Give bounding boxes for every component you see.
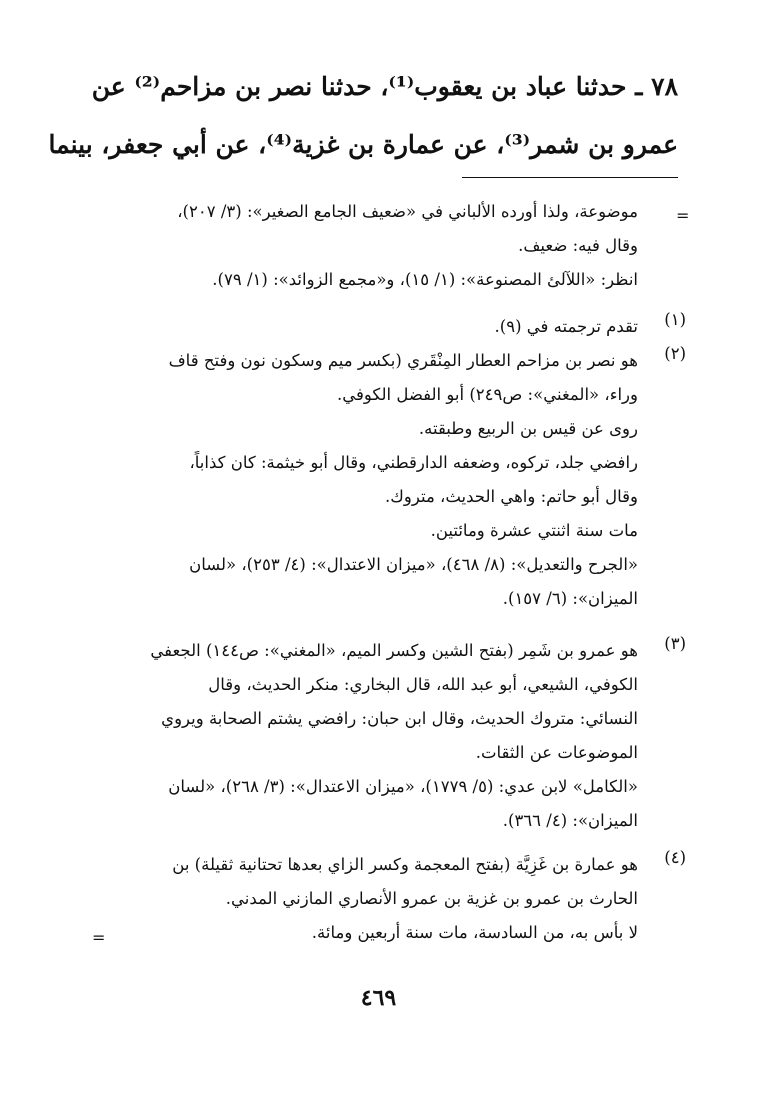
main-text-line: ٧٨ ـ حدثنا عباد بن يعقوب⁽¹⁾، حدثنا نصر بن مزاحم⁽²⁾ عن [91,72,678,101]
footnote-line: وقال فيه: ضعيف. [518,236,638,255]
footnote-line: هو نصر بن مزاحم العطار المِنْقَري (بكسر ميم وسكون نون وفتح قاف [168,351,638,370]
footnote-line: مات سنة اثنتي عشرة ومائتين. [430,521,638,540]
footnote-line: «الكامل» لابن عدي: (٥/ ١٧٧٩)، «ميزان الاعتدال»: (٣/ ٢٦٨)، «لسان [168,777,638,796]
footnote-line: النسائي: متروك الحديث، وقال ابن حبان: رافضي يشتم الصحابة ويروي [161,709,638,728]
page-number: ٤٦٩ [360,985,397,1011]
main-text-line: عمرو بن شمر⁽³⁾، عن عمارة بن غزية⁽⁴⁾، عن أبي جعفر، بينما [48,130,678,159]
footnote-number: (١) [664,310,686,329]
continuation-mark: = [92,928,106,947]
footnote-line: انظر: «اللآلئ المصنوعة»: (١/ ١٥)، و«مجمع الزوائد»: (١/ ٧٩). [212,270,638,289]
footnote-separator [462,177,678,178]
footnote-line: هو عمرو بن شَمِر (بفتح الشين وكسر الميم، «المغني»: ص١٤٤) الجعفي [150,641,638,660]
footnote-line: موضوعة، ولذا أورده الألباني في «ضعيف الجامع الصغير»: (٣/ ٢٠٧)، [177,202,638,221]
footnote-line: الكوفي، الشيعي، أبو عبد الله، قال البخاري: منكر الحديث، وقال [208,675,638,694]
footnote-line: وقال أبو حاتم: واهي الحديث، متروك. [385,487,638,506]
footnote-number: (٢) [664,344,686,363]
footnote-line: هو عمارة بن غَزِيَّة (بفتح المعجمة وكسر الزاي بعدها تحتانية ثقيلة) بن [172,855,638,874]
footnote-line: «الجرح والتعديل»: (٨/ ٤٦٨)، «ميزان الاعتدال»: (٤/ ٢٥٣)، «لسان [189,555,638,574]
footnote-number: (٣) [664,634,686,653]
footnote-line: الموضوعات عن الثقات. [475,743,638,762]
main-text [48,58,678,174]
footnote-line: رافضي جلد، تركوه، وضعفه الدارقطني، وقال أبو خيثمة: كان كذاباً، [189,453,638,472]
footnote-line: لا بأس به، من السادسة، مات سنة أربعين ومائة. [311,923,638,942]
footnote-number: (٤) [664,848,686,867]
footnote-line: الميزان»: (٤/ ٣٦٦). [502,811,638,830]
footnote-line: وراء، «المغني»: ص٢٤٩) أبو الفضل الكوفي. [336,385,638,404]
footnote-line: روى عن قيس بن الربيع وطبقته. [418,419,638,438]
footnote-line: الحارث بن عمرو بن غزية بن عمرو الأنصاري المازني المدني. [225,889,638,908]
continuation-mark: = [676,206,690,225]
footnote-line: تقدم ترجمته في (٩). [494,317,638,336]
footnote-line: الميزان»: (٦/ ١٥٧). [502,589,638,608]
